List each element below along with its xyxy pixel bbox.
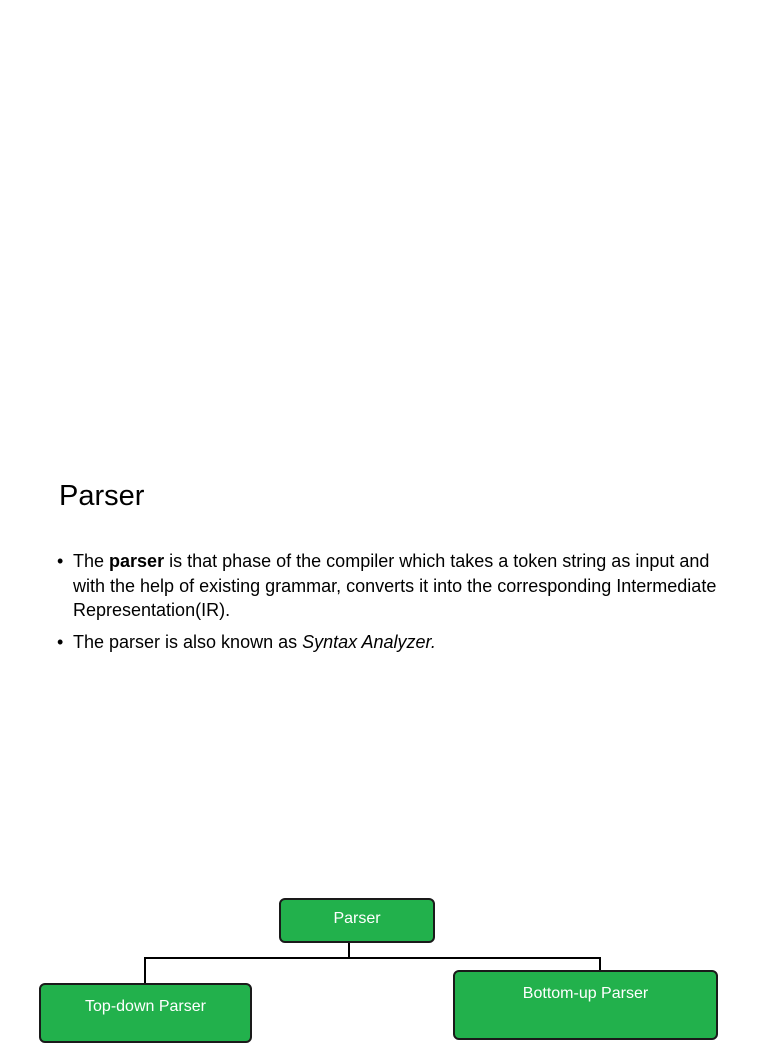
top-down-parser-node: Top-down Parser <box>39 983 252 1043</box>
bullet-marker: • <box>57 631 64 652</box>
bottom-up-parser-node: Bottom-up Parser <box>453 970 718 1040</box>
bullet-text-segment: The <box>73 551 110 571</box>
bullet-text-segment: The parser is also known as <box>73 631 303 652</box>
parser-node: Parser <box>279 898 435 943</box>
parser-hierarchy-diagram <box>0 880 768 1024</box>
slide-title: Parser <box>59 480 145 512</box>
bullet-list <box>57 549 737 661</box>
bullet-item-syntax-analyzer <box>57 630 737 655</box>
bullet-marker: • <box>57 551 64 571</box>
bullet-item-parser-definition <box>57 549 737 623</box>
bullet-text-bold: parser <box>109 551 165 571</box>
bullet-text-segment: is that phase of the compiler which takes a token string as input and with the help of existing grammar, converts it into the corresponding Intermediate Representation(IR). <box>73 551 717 620</box>
bullet-text-italic: Syntax Analyzer. <box>302 631 436 652</box>
